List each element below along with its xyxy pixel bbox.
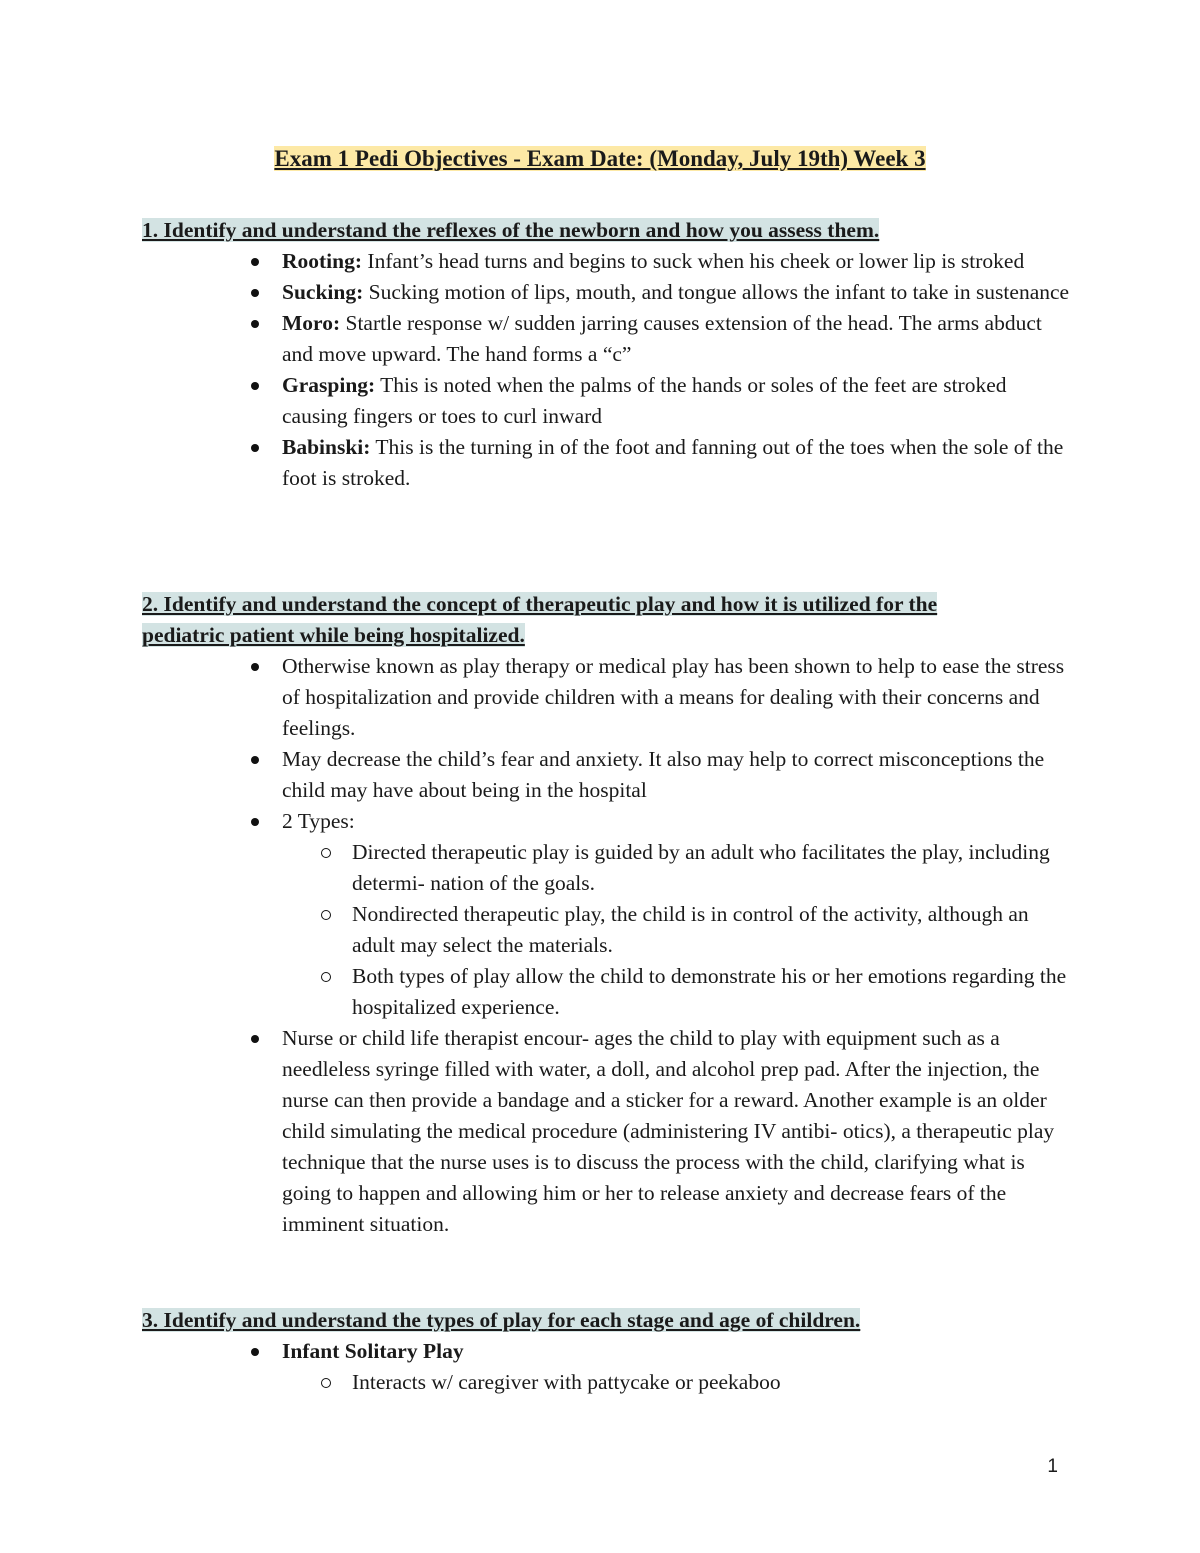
section-heading: 3. Identify and understand the types of play for each stage and age of children. — [142, 1308, 861, 1332]
list-item: 2 Types: Directed therapeutic play is guided by an adult who facilitates the play, including determi- nation of the goals. Nondirected therapeutic play, the child is in control of the activity, although an adult may select the materials. Both types of play allow the child to demonstrate his or her emotions regarding the hospitalized experience. — [282, 806, 1072, 1023]
list-item: Grasping: This is noted when the palms of the hands or soles of the feet are stroked causing fingers or toes to curl inward — [282, 370, 1072, 432]
play-stage-list — [142, 1336, 1072, 1398]
reflex-list — [142, 246, 1072, 494]
section-reflexes — [142, 215, 1072, 494]
sub-list-item: Both types of play allow the child to demonstrate his or her emotions regarding the hospitalized experience. — [352, 961, 1072, 1023]
page-title-text: Exam 1 Pedi Objectives - Exam Date: (Monday, July 19th) Week 3 — [274, 146, 926, 171]
section-heading: 1. Identify and understand the reflexes of the newborn and how you assess them. — [142, 218, 880, 242]
section-therapeutic-play — [142, 589, 1072, 1240]
list-item: Moro: Startle response w/ sudden jarring causes extension of the head. The arms abduct and move upward. The hand forms a “c” — [282, 308, 1072, 370]
page-number: 1 — [1047, 1456, 1058, 1477]
play-types-list — [282, 837, 1072, 1023]
list-item: Babinski: This is the turning in of the foot and fanning out of the toes when the sole of the foot is stroked. — [282, 432, 1072, 494]
sub-list-item: Directed therapeutic play is guided by an adult who facilitates the play, including determi- nation of the goals. — [352, 837, 1072, 899]
sub-list-item: Nondirected therapeutic play, the child is in control of the activity, although an adult may select the materials. — [352, 899, 1072, 961]
list-item: Infant Solitary Play Interacts w/ caregiver with pattycake or peekaboo — [282, 1336, 1072, 1398]
infant-play-sublist — [282, 1367, 1072, 1398]
section-heading: 2. Identify and understand the concept of therapeutic play and how it is utilized for the pediatric patient while being hospitalized. — [142, 592, 938, 647]
sub-list-item: Interacts w/ caregiver with pattycake or peekaboo — [352, 1367, 1072, 1398]
list-item: May decrease the child’s fear and anxiety. It also may help to correct misconceptions the child may have about being in the hospital — [282, 744, 1072, 806]
list-item: Sucking: Sucking motion of lips, mouth, and tongue allows the infant to take in sustenance — [282, 277, 1072, 308]
section-play-types — [142, 1305, 1072, 1398]
list-item: Otherwise known as play therapy or medical play has been shown to help to ease the stress of hospitalization and provide children with a means for dealing with their concerns and feelings. — [282, 651, 1072, 744]
list-item: Nurse or child life therapist encour- ages the child to play with equipment such as a needleless syringe filled with water, a doll, and alcohol prep pad. After the injection, the nurse can then provide a bandage and a sticker for a reward. Another example is an older child simulating the medical procedure (administering IV antibi- otics), a therapeutic play technique that the nurse uses is to discuss the process with the child, clarifying what is going to happen and allowing him or her to release anxiety and decrease fears of the imminent situation. — [282, 1023, 1072, 1240]
page-title — [0, 143, 1200, 174]
therapeutic-play-list — [142, 651, 1072, 1240]
list-item: Rooting: Infant’s head turns and begins to suck when his cheek or lower lip is stroked — [282, 246, 1072, 277]
